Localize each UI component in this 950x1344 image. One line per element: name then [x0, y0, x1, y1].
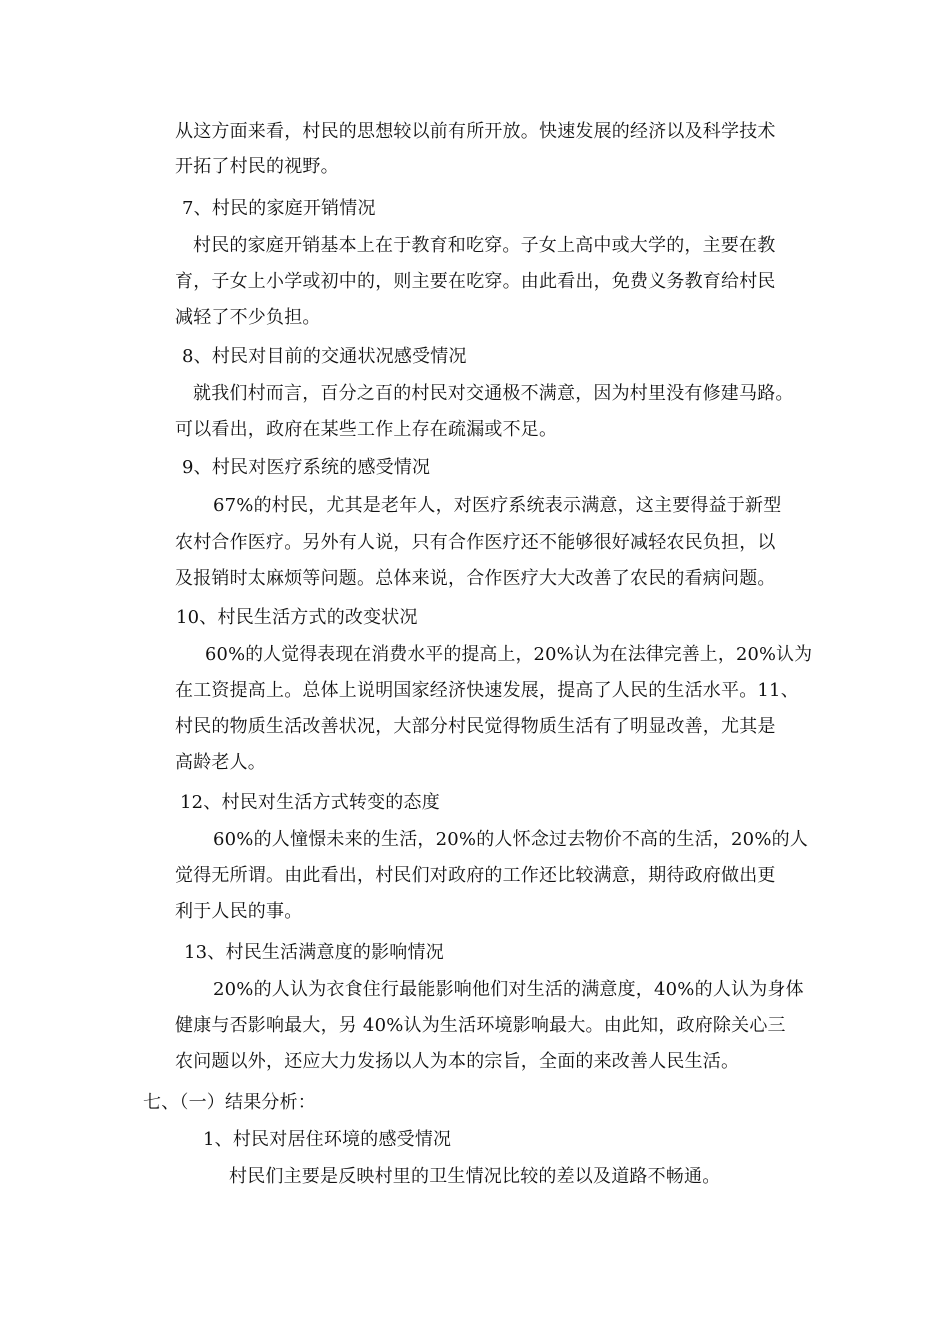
section-heading: 13、村民生活满意度的影响情况: [184, 942, 444, 963]
section-heading: 10、村民生活方式的改变状况: [176, 607, 418, 628]
section-heading: 12、村民对生活方式转变的态度: [180, 792, 440, 813]
paragraph-line: 从这方面来看，村民的思想较以前有所开放。快速发展的经济以及科学技术: [175, 121, 776, 142]
section-heading: 7、村民的家庭开销情况: [182, 198, 376, 219]
paragraph-line: 及报销时太麻烦等问题。总体来说，合作医疗大大改善了农民的看病问题。: [175, 568, 776, 589]
paragraph-line: 就我们村而言，百分之百的村民对交通极不满意，因为村里没有修建马路。: [193, 383, 794, 404]
paragraph-line: 60%的人觉得表现在消费水平的提高上，20%认为在法律完善上，20%认为: [205, 644, 813, 665]
paragraph-line: 60%的人憧憬未来的生活，20%的人怀念过去物价不高的生活，20%的人: [213, 829, 809, 850]
paragraph-line: 开拓了村民的视野。: [175, 156, 339, 177]
paragraph-line: 村民的物质生活改善状况，大部分村民觉得物质生活有了明显改善，尤其是: [175, 716, 776, 737]
paragraph-line: 可以看出，政府在某些工作上存在疏漏或不足。: [175, 419, 558, 440]
paragraph-line: 减轻了不少负担。: [175, 307, 321, 328]
paragraph-line: 67%的村民，尤其是老年人，对医疗系统表示满意，这主要得益于新型: [213, 495, 782, 516]
paragraph-line: 健康与否影响最大，另 40%认为生活环境影响最大。由此知，政府除关心三: [175, 1015, 786, 1036]
paragraph-line: 20%的人认为衣食住行最能影响他们对生活的满意度，40%的人认为身体: [213, 979, 804, 1000]
section-heading: 8、村民对目前的交通状况感受情况: [182, 346, 467, 367]
paragraph-line: 育，子女上小学或初中的，则主要在吃穿。由此看出，免费义务教育给村民: [175, 271, 776, 292]
paragraph-line: 农村合作医疗。另外有人说，只有合作医疗还不能够很好减轻农民负担，以: [175, 532, 776, 553]
paragraph-line: 利于人民的事。: [175, 901, 303, 922]
paragraph-line: 村民的家庭开销基本上在于教育和吃穿。子女上高中或大学的，主要在教: [193, 235, 776, 256]
paragraph-line: 觉得无所谓。由此看出，村民们对政府的工作还比较满意，期待政府做出更: [175, 865, 776, 886]
paragraph-line: 在工资提高上。总体上说明国家经济快速发展，提高了人民的生活水平。11、: [175, 680, 799, 701]
section-heading: 七、（一）结果分析：: [143, 1092, 316, 1113]
paragraph-line: 农问题以外，还应大力发扬以人为本的宗旨，全面的来改善人民生活。: [175, 1051, 740, 1072]
section-heading: 9、村民对医疗系统的感受情况: [182, 457, 431, 478]
paragraph-line: 村民们主要是反映村里的卫生情况比较的差以及道路不畅通。: [229, 1166, 721, 1187]
paragraph-line: 高龄老人。: [175, 752, 266, 773]
subsection-heading: 1、村民对居住环境的感受情况: [203, 1129, 452, 1150]
